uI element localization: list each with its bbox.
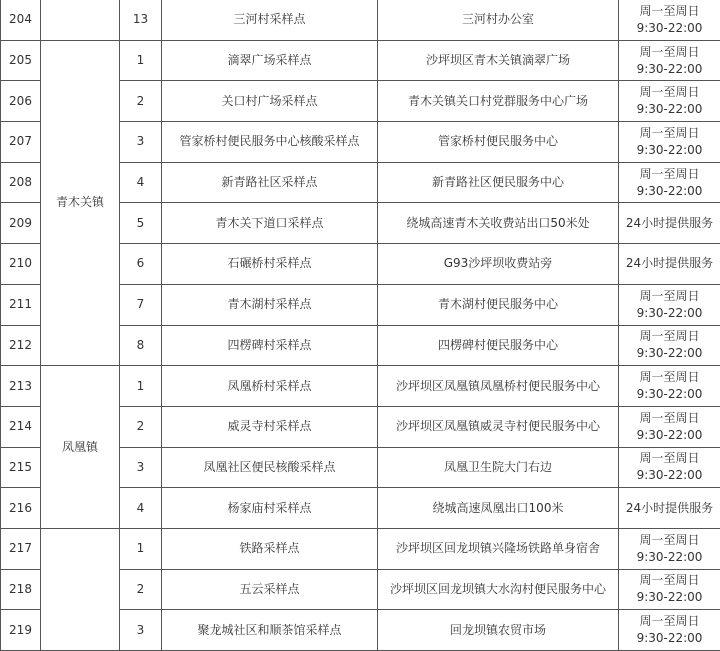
service-hours: 周一至周日 9:30-22:00	[619, 406, 720, 447]
site-address: 绕城高速凤凰出口100米	[378, 488, 619, 529]
row-number: 214	[1, 406, 41, 447]
site-index: 2	[120, 81, 162, 122]
town-cell	[41, 0, 120, 40]
site-name: 三河村采样点	[162, 0, 378, 40]
row-number: 208	[1, 162, 41, 203]
row-number: 211	[1, 284, 41, 325]
town-cell: 凤凰镇	[41, 366, 120, 529]
site-address: 三河村办公室	[378, 0, 619, 40]
site-address: 回龙坝镇农贸市场	[378, 610, 619, 651]
site-address: 管家桥村便民服务中心	[378, 122, 619, 163]
site-index: 5	[120, 203, 162, 244]
site-index: 8	[120, 325, 162, 366]
site-name: 青木湖村采样点	[162, 284, 378, 325]
site-address: 新青路社区便民服务中心	[378, 162, 619, 203]
site-name: 石碾桥村采样点	[162, 244, 378, 285]
site-index: 1	[120, 528, 162, 569]
site-index: 3	[120, 610, 162, 651]
row-number: 204	[1, 0, 41, 40]
site-name: 管家桥村便民服务中心核酸采样点	[162, 122, 378, 163]
service-hours: 24小时提供服务	[619, 488, 720, 529]
site-address: 青木湖村便民服务中心	[378, 284, 619, 325]
service-hours: 周一至周日 9:30-22:00	[619, 122, 720, 163]
site-name: 五云采样点	[162, 569, 378, 610]
row-number: 206	[1, 81, 41, 122]
service-hours: 周一至周日 9:30-22:00	[619, 569, 720, 610]
service-hours: 周一至周日 9:30-22:00	[619, 610, 720, 651]
site-index: 6	[120, 244, 162, 285]
site-index: 2	[120, 569, 162, 610]
site-name: 凤凰社区便民核酸采样点	[162, 447, 378, 488]
service-hours: 周一至周日 9:30-22:00	[619, 284, 720, 325]
site-name: 滴翠广场采样点	[162, 40, 378, 81]
row-number: 207	[1, 122, 41, 163]
site-index: 1	[120, 40, 162, 81]
site-name: 威灵寺村采样点	[162, 406, 378, 447]
row-number: 219	[1, 610, 41, 651]
table-row	[1, 40, 720, 81]
site-name: 凤凰桥村采样点	[162, 366, 378, 407]
row-number: 213	[1, 366, 41, 407]
site-address: 沙坪坝区凤凰镇凤凰桥村便民服务中心	[378, 366, 619, 407]
table-row	[1, 0, 720, 40]
service-hours: 周一至周日 9:30-22:00	[619, 447, 720, 488]
town-cell	[41, 528, 120, 650]
site-index: 7	[120, 284, 162, 325]
site-name: 铁路采样点	[162, 528, 378, 569]
service-hours: 周一至周日 9:30-22:00	[619, 366, 720, 407]
site-index: 4	[120, 162, 162, 203]
service-hours: 周一至周日 9:30-22:00	[619, 528, 720, 569]
site-index: 2	[120, 406, 162, 447]
service-hours: 24小时提供服务	[619, 244, 720, 285]
service-hours: 24小时提供服务	[619, 203, 720, 244]
service-hours: 周一至周日 9:30-22:00	[619, 0, 720, 40]
site-index: 1	[120, 366, 162, 407]
row-number: 216	[1, 488, 41, 529]
site-name: 关口村广场采样点	[162, 81, 378, 122]
site-address: 绕城高速青木关收费站出口50米处	[378, 203, 619, 244]
site-name: 新青路社区采样点	[162, 162, 378, 203]
site-address: 沙坪坝区回龙坝镇大水沟村便民服务中心	[378, 569, 619, 610]
service-hours: 周一至周日 9:30-22:00	[619, 325, 720, 366]
service-hours: 周一至周日 9:30-22:00	[619, 40, 720, 81]
site-name: 杨家庙村采样点	[162, 488, 378, 529]
site-address: 沙坪坝区青木关镇滴翠广场	[378, 40, 619, 81]
site-name: 聚龙城社区和顺茶馆采样点	[162, 610, 378, 651]
site-address: 凤凰卫生院大门右边	[378, 447, 619, 488]
site-index: 3	[120, 122, 162, 163]
table-row	[1, 528, 720, 569]
site-address: 四楞碑村便民服务中心	[378, 325, 619, 366]
row-number: 205	[1, 40, 41, 81]
site-address: 青木关镇关口村党群服务中心广场	[378, 81, 619, 122]
site-index: 13	[120, 0, 162, 40]
town-cell: 青木关镇	[41, 40, 120, 366]
row-number: 212	[1, 325, 41, 366]
site-name: 四楞碑村采样点	[162, 325, 378, 366]
row-number: 217	[1, 528, 41, 569]
service-hours: 周一至周日 9:30-22:00	[619, 162, 720, 203]
site-address: G93沙坪坝收费站旁	[378, 244, 619, 285]
service-hours: 周一至周日 9:30-22:00	[619, 81, 720, 122]
row-number: 210	[1, 244, 41, 285]
row-number: 215	[1, 447, 41, 488]
site-index: 4	[120, 488, 162, 529]
site-index: 3	[120, 447, 162, 488]
row-number: 209	[1, 203, 41, 244]
site-name: 青木关下道口采样点	[162, 203, 378, 244]
site-address: 沙坪坝区凤凰镇威灵寺村便民服务中心	[378, 406, 619, 447]
row-number: 218	[1, 569, 41, 610]
table-row	[1, 366, 720, 407]
site-address: 沙坪坝区回龙坝镇兴隆场铁路单身宿舍	[378, 528, 619, 569]
